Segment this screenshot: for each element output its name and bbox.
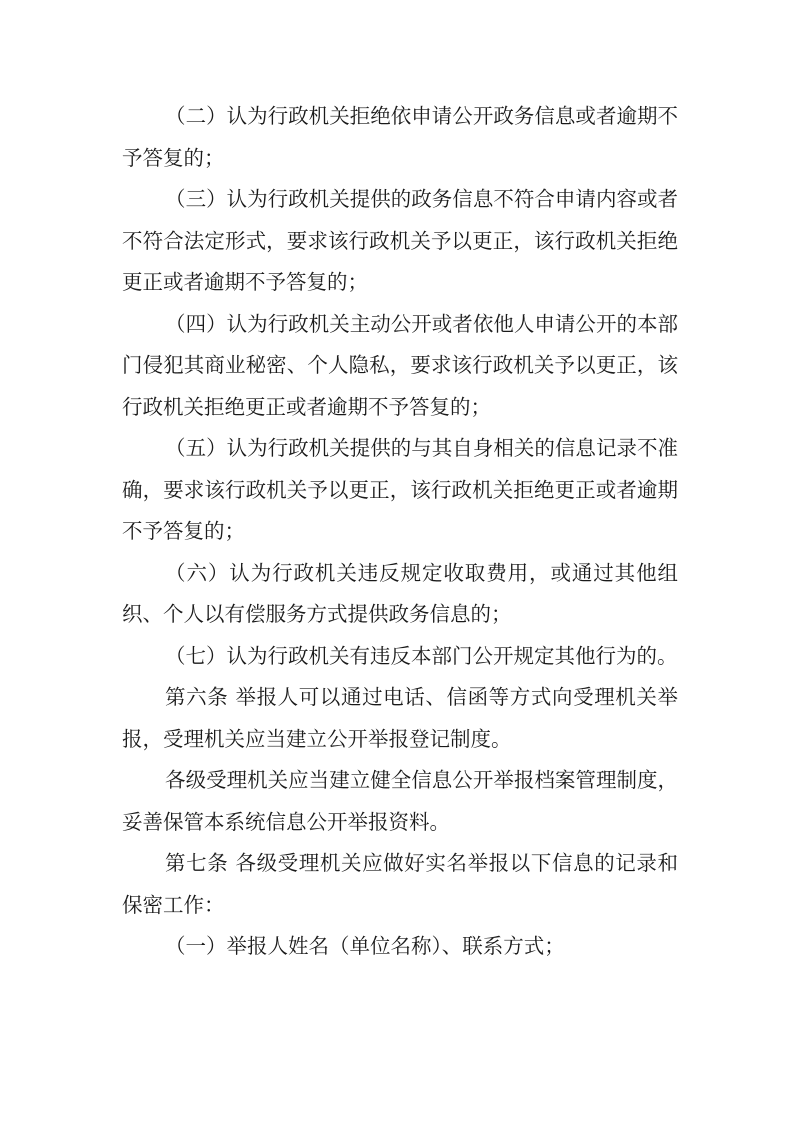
paragraph-item-3: （三）认为行政机关提供的政务信息不符合申请内容或者不符合法定形式，要求该行政机关予以更正，该行政机关拒绝更正或者逾期不予答复的； — [122, 187, 678, 294]
paragraph-archive-management: 各级受理机关应当建立健全信息公开举报档案管理制度，妥善保管本系统信息公开举报资料。 — [122, 768, 678, 834]
paragraph-item-2: （二）认为行政机关拒绝依申请公开政务信息或者逾期不予答复的； — [122, 104, 678, 170]
paragraph-item-1: （一）举报人姓名（单位名称）、联系方式； — [165, 934, 565, 958]
article-6: 第六条 举报人可以通过电话、信函等方式向受理机关举报，受理机关应当建立公开举报登记制度。 — [122, 685, 678, 751]
paragraph-item-6: （六）认为行政机关违反规定收取费用，或通过其他组织、个人以有偿服务方式提供政务信息的； — [122, 560, 678, 626]
paragraph-item-4: （四）认为行政机关主动公开或者依他人申请公开的本部门侵犯其商业秘密、个人隐私，要求该行政机关予以更正，该行政机关拒绝更正或者逾期不予答复的； — [122, 311, 678, 419]
article-7: 第七条 各级受理机关应做好实名举报以下信息的记录和保密工作： — [122, 851, 678, 917]
paragraph-item-5: （五）认为行政机关提供的与其自身相关的信息记录不准确，要求该行政机关予以更正，该行政机关拒绝更正或者逾期不予答复的； — [122, 436, 678, 543]
document-body — [122, 96, 678, 968]
paragraph-item-7: （七）认为行政机关有违反本部门公开规定其他行为的。 — [165, 643, 678, 668]
